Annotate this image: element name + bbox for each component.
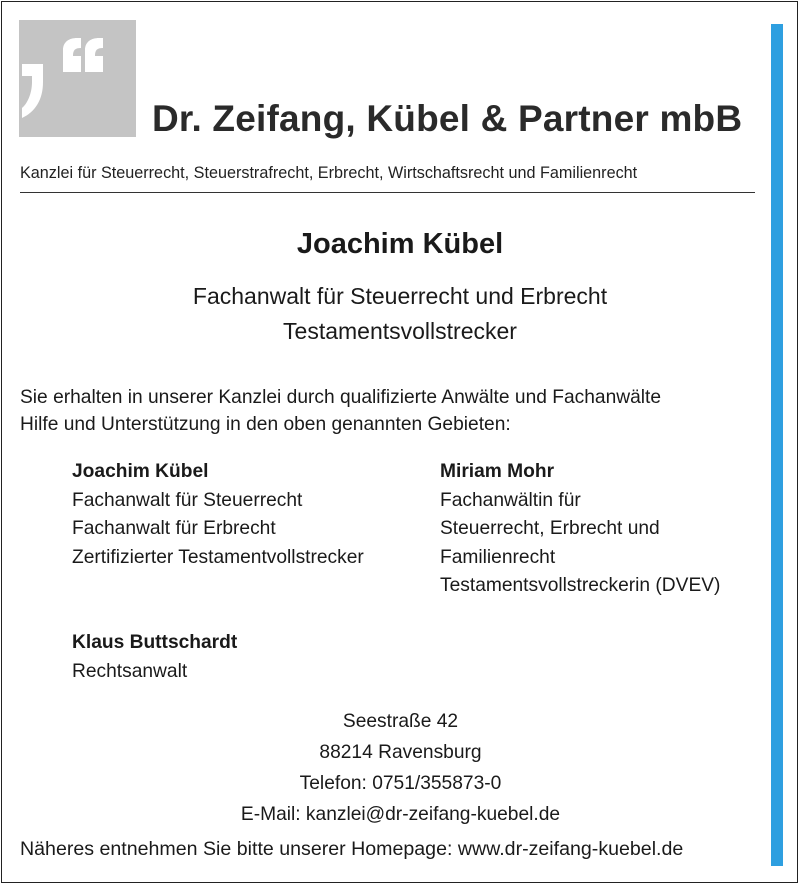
featured-lawyer-name: Joachim Kübel	[296, 228, 504, 260]
lawyer-entry	[72, 458, 364, 572]
lawyer-name: Miriam Mohr	[440, 461, 555, 482]
lawyer-qualification: Familienrecht	[440, 546, 556, 568]
lawyer-qualification: Testamentsvollstreckerin (DVEV)	[440, 575, 721, 596]
firm-logo	[19, 20, 136, 137]
featured-lawyer-title-2: Testamentsvollstrecker	[283, 318, 517, 344]
intro-text	[20, 384, 661, 438]
firm-tagline: Kanzlei für Steuerrecht, Steuerstrafrecht, Erbrecht, Wirtschaftsrecht und Familienrecht	[20, 164, 638, 182]
lawyer-qualification: Fachanwältin für	[440, 489, 581, 511]
lawyer-qualification: Steuerrecht, Erbrecht und	[440, 518, 660, 539]
header-divider	[20, 192, 755, 193]
email-address: E-Mail: kanzlei@dr-zeifang-kuebel.de	[240, 804, 561, 825]
featured-lawyer-title: Fachanwalt für Steuerrecht und Erbrecht	[192, 283, 608, 309]
firm-name: Dr. Zeifang, Kübel & Partner mbB	[152, 98, 743, 139]
lawyer-entry	[440, 458, 720, 601]
lawyer-qualification: Zertifizierter Testamentvollstrecker	[72, 546, 364, 568]
intro-line: Hilfe und Unterstützung in den oben genannten Gebieten:	[20, 414, 511, 435]
lawyer-qualification: Fachanwalt für Erbrecht	[72, 518, 276, 539]
phone-number: Telefon: 0751/355873-0	[299, 773, 502, 794]
lawyer-name: Joachim Kübel	[72, 461, 209, 482]
address-street: Seestraße 42	[342, 711, 459, 732]
intro-line: Sie erhalten in unserer Kanzlei durch qualifizierte Anwälte und Fachanwälte	[20, 387, 662, 408]
logo-quote-icon	[19, 20, 136, 137]
homepage-note: Näheres entnehmen Sie bitte unserer Homepage: www.dr-zeifang-kuebel.de	[20, 838, 684, 860]
lawyer-qualification: Fachanwalt für Steuerrecht	[72, 489, 303, 511]
lawyer-qualification: Rechtsanwalt	[72, 660, 188, 682]
lawyer-name: Klaus Buttschardt	[72, 632, 238, 653]
lawyer-entry	[72, 629, 237, 686]
contact-address	[0, 706, 801, 830]
address-city: 88214 Ravensburg	[319, 742, 482, 763]
